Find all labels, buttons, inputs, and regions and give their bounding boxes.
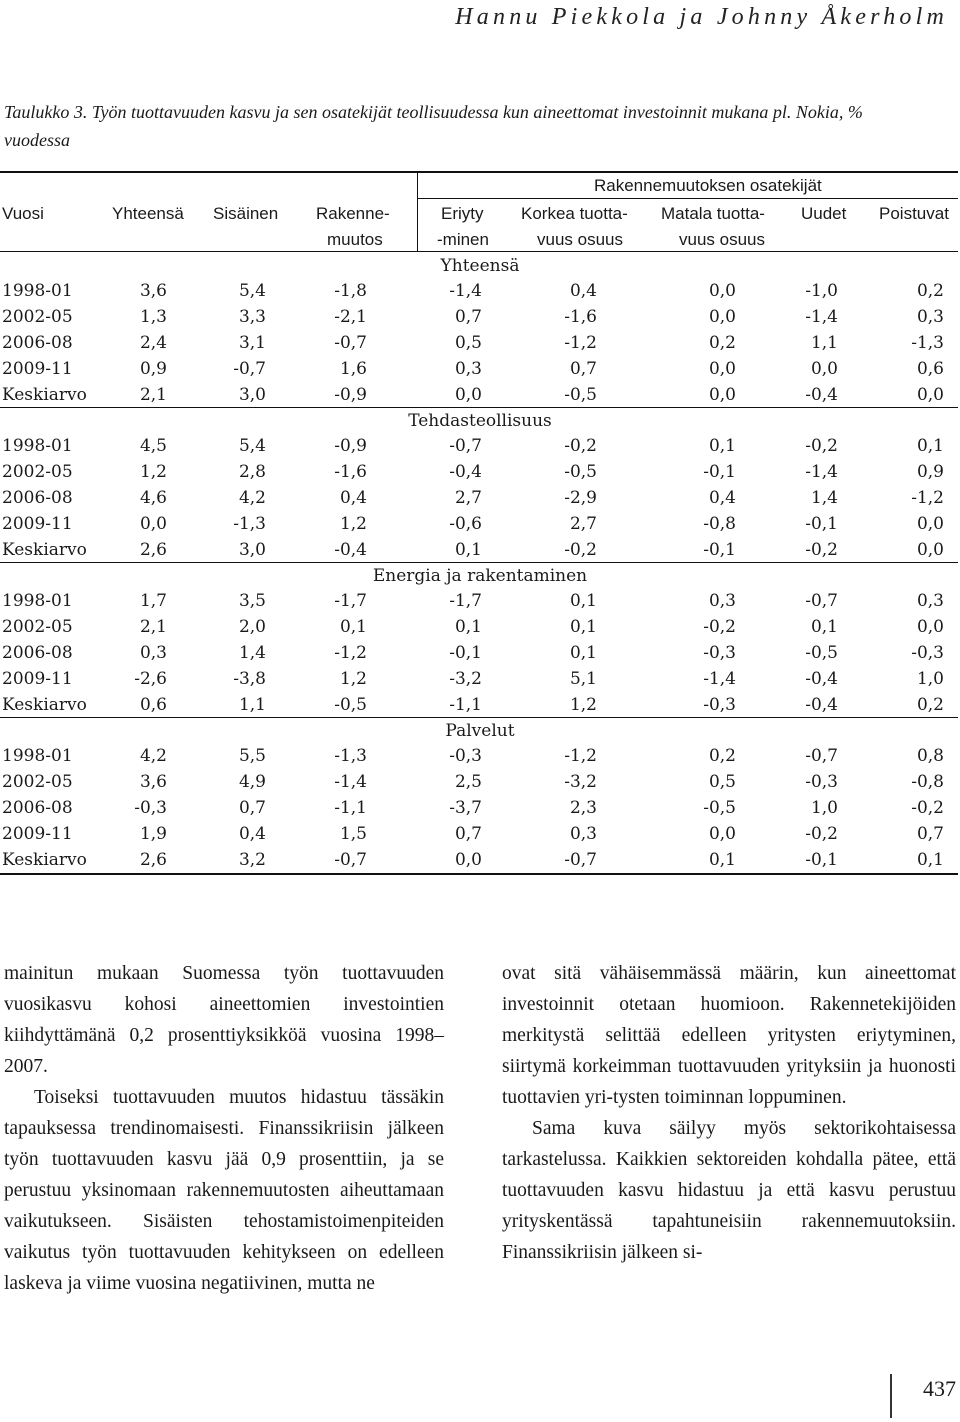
col-header-rakenne-2: muutos xyxy=(327,230,383,249)
table-cell: -1,4 xyxy=(449,281,482,301)
col-header-vuosi: Vuosi xyxy=(2,204,44,223)
table-cell: 0,0 xyxy=(454,850,482,870)
table-row xyxy=(0,278,960,304)
table-cell: -1,0 xyxy=(805,281,838,301)
table-cell: 0,1 xyxy=(569,643,597,663)
table-cell: 4,6 xyxy=(139,488,167,508)
table-cell: 0,0 xyxy=(916,385,944,405)
table-cell: -0,5 xyxy=(334,695,367,715)
table-cell: 2,6 xyxy=(139,540,167,560)
table-cell: -0,9 xyxy=(334,385,367,405)
table-cell: 0,0 xyxy=(454,385,482,405)
table-cell: -1,6 xyxy=(564,307,597,327)
table-cell: -0,1 xyxy=(703,540,736,560)
row-label: Keskiarvo xyxy=(2,850,87,870)
col-header-eriyty-1: Eriyty xyxy=(441,204,484,223)
row-label: 2006-08 xyxy=(2,333,73,353)
group-header-left-rule xyxy=(417,171,418,251)
section-title: Palvelut xyxy=(445,721,515,741)
row-label: Keskiarvo xyxy=(2,695,87,715)
page-number: 437 xyxy=(923,1376,956,1401)
col-header-korkea-1: Korkea tuotta- xyxy=(521,204,628,223)
table-cell: 0,0 xyxy=(139,514,167,534)
table-row xyxy=(0,485,960,511)
section-rule xyxy=(0,407,958,408)
table-cell: 1,1 xyxy=(238,695,266,715)
table-cell: 4,2 xyxy=(238,488,266,508)
table-cell: -0,5 xyxy=(703,798,736,818)
table-cell: 3,2 xyxy=(238,850,266,870)
table-cell: -0,1 xyxy=(805,514,838,534)
table-row xyxy=(0,356,960,382)
table-cell: -3,8 xyxy=(233,669,266,689)
table-cell: 2,7 xyxy=(454,488,482,508)
table-cell: -0,7 xyxy=(564,850,597,870)
row-label: 2002-05 xyxy=(2,307,73,327)
table-cell: -0,3 xyxy=(703,695,736,715)
table-cell: -0,3 xyxy=(703,643,736,663)
table-cell: -3,2 xyxy=(449,669,482,689)
table-cell: 2,0 xyxy=(238,617,266,637)
table-cell: 1,5 xyxy=(339,824,367,844)
table-row xyxy=(0,692,960,718)
table-cell: -0,2 xyxy=(911,798,944,818)
table-cell: -0,9 xyxy=(334,436,367,456)
table-row xyxy=(0,511,960,537)
table-cell: -0,5 xyxy=(805,643,838,663)
row-label: 1998-01 xyxy=(2,281,73,301)
table-cell: 0,1 xyxy=(810,617,838,637)
table-cell: 0,9 xyxy=(916,462,944,482)
table-cell: 2,1 xyxy=(139,385,167,405)
table-cell: 1,3 xyxy=(139,307,167,327)
row-label: Keskiarvo xyxy=(2,540,87,560)
table-row xyxy=(0,382,960,408)
table-cell: -2,1 xyxy=(334,307,367,327)
table-cell: -1,3 xyxy=(233,514,266,534)
col-header-matala-1: Matala tuotta- xyxy=(661,204,765,223)
table-cell: -1,8 xyxy=(334,281,367,301)
table-cell: 0,3 xyxy=(569,824,597,844)
section-title: Yhteensä xyxy=(440,256,520,276)
table-cell: 1,7 xyxy=(139,591,167,611)
table-cell: -1,3 xyxy=(334,746,367,766)
row-label: 2002-05 xyxy=(2,462,73,482)
table-cell: 0,7 xyxy=(238,798,266,818)
section-title: Energia ja rakentaminen xyxy=(372,566,588,586)
table-cell: 1,6 xyxy=(339,359,367,379)
running-header-author: Hannu Piekkola ja Johnny Åkerholm xyxy=(455,4,948,30)
table-cell: 5,4 xyxy=(238,436,266,456)
table-row xyxy=(0,743,960,769)
table-row xyxy=(0,330,960,356)
table-cell: 0,0 xyxy=(916,617,944,637)
table-row xyxy=(0,304,960,330)
table-cell: 2,6 xyxy=(139,850,167,870)
table-cell: 1,9 xyxy=(139,824,167,844)
table-cell: -0,7 xyxy=(233,359,266,379)
col-header-rakenne-1: Rakenne- xyxy=(316,204,390,223)
table-cell: -0,4 xyxy=(449,462,482,482)
table-cell: -1,7 xyxy=(449,591,482,611)
table-cell: 5,1 xyxy=(569,669,597,689)
table-cell: 2,3 xyxy=(569,798,597,818)
table-cell: 4,5 xyxy=(139,436,167,456)
table-cell: -0,1 xyxy=(703,462,736,482)
table-cell: -1,6 xyxy=(334,462,367,482)
table-cell: -1,2 xyxy=(564,333,597,353)
table-row xyxy=(0,640,960,666)
table-cell: -0,3 xyxy=(911,643,944,663)
table-cell: -2,9 xyxy=(564,488,597,508)
row-label: 2006-08 xyxy=(2,643,73,663)
table-cell: -1,4 xyxy=(805,307,838,327)
table-cell: -1,4 xyxy=(334,772,367,792)
table-cell: 0,6 xyxy=(916,359,944,379)
table-cell: 0,0 xyxy=(708,307,736,327)
table-row xyxy=(0,795,960,821)
table-cell: -1,4 xyxy=(703,669,736,689)
table-cell: 0,1 xyxy=(454,540,482,560)
table-cell: 0,7 xyxy=(454,824,482,844)
table-cell: -0,4 xyxy=(805,385,838,405)
table-cell: 0,3 xyxy=(708,591,736,611)
table-row xyxy=(0,821,960,847)
col-header-uudet: Uudet xyxy=(801,204,847,223)
table-cell: 0,2 xyxy=(916,695,944,715)
table-cell: 0,1 xyxy=(454,617,482,637)
table-cell: 1,2 xyxy=(139,462,167,482)
table-cell: 4,2 xyxy=(139,746,167,766)
table-cell: -0,2 xyxy=(805,824,838,844)
table-cell: 2,5 xyxy=(454,772,482,792)
table-cell: 0,3 xyxy=(916,307,944,327)
row-label: 2009-11 xyxy=(2,514,73,534)
section-title: Tehdasteollisuus xyxy=(408,411,552,431)
table-cell: 3,5 xyxy=(238,591,266,611)
row-label: 2009-11 xyxy=(2,359,73,379)
table-cell: 1,4 xyxy=(810,488,838,508)
table-cell: -0,5 xyxy=(564,385,597,405)
table-cell: 0,1 xyxy=(916,850,944,870)
section-rule xyxy=(0,717,958,718)
table-cell: 1,0 xyxy=(916,669,944,689)
col-header-korkea-2: vuus osuus xyxy=(537,230,623,249)
table-cell: 3,1 xyxy=(238,333,266,353)
table-cell: 5,5 xyxy=(238,746,266,766)
row-label: 2006-08 xyxy=(2,798,73,818)
table-cell: 0,0 xyxy=(708,281,736,301)
table-row xyxy=(0,847,960,873)
table-cell: 0,4 xyxy=(238,824,266,844)
table-cell: -1,2 xyxy=(334,643,367,663)
header-bottom-rule xyxy=(0,251,958,252)
table-cell: 0,0 xyxy=(810,359,838,379)
table-cell: 0,9 xyxy=(139,359,167,379)
table-cell: -0,2 xyxy=(564,436,597,456)
table-cell: 0,0 xyxy=(708,824,736,844)
table-cell: 0,7 xyxy=(454,307,482,327)
table-cell: 0,4 xyxy=(708,488,736,508)
table-cell: 1,4 xyxy=(238,643,266,663)
table-cell: 0,2 xyxy=(708,333,736,353)
table-cell: 0,4 xyxy=(569,281,597,301)
col-header-poistuvat: Poistuvat xyxy=(879,204,949,223)
table-cell: -0,4 xyxy=(805,695,838,715)
table-caption: Taulukko 3. Työn tuottavuuden kasvu ja sen osatekijät teollisuudessa kun aineettomat investoinnit mukana pl. Nokia, % vuodessa xyxy=(4,102,863,150)
table-cell: -0,2 xyxy=(805,540,838,560)
col-header-sisainen: Sisäinen xyxy=(213,204,279,223)
table-cell: 0,3 xyxy=(916,591,944,611)
table-cell: 1,2 xyxy=(569,695,597,715)
table-cell: 2,7 xyxy=(569,514,597,534)
table-cell: 2,4 xyxy=(139,333,167,353)
table-cell: 0,1 xyxy=(916,436,944,456)
table-cell: 0,8 xyxy=(916,746,944,766)
row-label: Keskiarvo xyxy=(2,385,87,405)
body-paragraph: ovat sitä vähäisemmässä määrin, kun aineettomat investoinnit otetaan huomioon. Rakennetekijöiden merkitystä selittää edelleen yritysten eriytyminen, siirtymä korkeimman tuottavuuden yrityksiin ja huonosti tuottavien yri-tysten toiminnan loppuminen. xyxy=(502,963,956,1108)
table-cell: 3,3 xyxy=(238,307,266,327)
table-cell: 3,0 xyxy=(238,540,266,560)
table-cell: -1,2 xyxy=(564,746,597,766)
row-label: 2009-11 xyxy=(2,824,73,844)
table-cell: -0,3 xyxy=(134,798,167,818)
page-number-divider xyxy=(890,1374,892,1418)
group-header: Rakennemuutoksen osatekijät xyxy=(594,176,822,195)
table-cell: -0,8 xyxy=(911,772,944,792)
table-cell: -0,2 xyxy=(805,436,838,456)
table-cell: 0,7 xyxy=(569,359,597,379)
table-cell: -0,7 xyxy=(805,746,838,766)
table-cell: -0,4 xyxy=(805,669,838,689)
table-cell: 0,0 xyxy=(916,514,944,534)
table-cell: 0,2 xyxy=(916,281,944,301)
table-cell: -1,1 xyxy=(334,798,367,818)
table-cell: -0,2 xyxy=(703,617,736,637)
body-paragraph: mainitun mukaan Suomessa työn tuottavuuden vuosikasvu kohosi aineettomien investointien kiihdyttämänä 0,2 prosenttiyksikköä vuosina 1998–2007. xyxy=(4,963,444,1077)
table-cell: 1,1 xyxy=(810,333,838,353)
group-header-rule xyxy=(418,198,958,199)
col-header-matala-2: vuus osuus xyxy=(679,230,765,249)
table-cell: -0,1 xyxy=(449,643,482,663)
table-cell: -3,2 xyxy=(564,772,597,792)
table-cell: -1,7 xyxy=(334,591,367,611)
row-label: 2009-11 xyxy=(2,669,73,689)
table-cell: -1,1 xyxy=(449,695,482,715)
table-row xyxy=(0,459,960,485)
table-cell: -2,6 xyxy=(134,669,167,689)
row-label: 2002-05 xyxy=(2,617,73,637)
table-cell: 0,4 xyxy=(339,488,367,508)
table-cell: 0,2 xyxy=(708,746,736,766)
table-cell: -1,2 xyxy=(911,488,944,508)
table-cell: 0,1 xyxy=(708,850,736,870)
table-cell: 1,2 xyxy=(339,669,367,689)
table-cell: -0,2 xyxy=(564,540,597,560)
table-cell: 0,1 xyxy=(569,617,597,637)
table-cell: 0,0 xyxy=(916,540,944,560)
table-cell: 3,0 xyxy=(238,385,266,405)
table-cell: -0,6 xyxy=(449,514,482,534)
table-cell: -0,4 xyxy=(334,540,367,560)
table-cell: 4,9 xyxy=(238,772,266,792)
body-paragraph: Toiseksi tuottavuuden muutos hidastuu tässäkin tapauksessa trendinomaisesti. Finanssikriisin jälkeen työn tuottavuuden kasvu jää 0,9 prosenttiin, ja se perustuu yksinomaan rakennemuutosten aiheuttamaan vaikutukseen. Sisäisten tehostamistoimenpiteiden vaikutus työn tuottavuuden kehitykseen on edelleen laskeva ja viime vuosina negatiivinen, mutta ne xyxy=(4,1087,444,1294)
table-cell: 0,6 xyxy=(139,695,167,715)
table-cell: 3,6 xyxy=(139,281,167,301)
table-row xyxy=(0,433,960,459)
row-label: 1998-01 xyxy=(2,746,73,766)
row-label: 2006-08 xyxy=(2,488,73,508)
table-cell: -0,8 xyxy=(703,514,736,534)
table-cell: 0,0 xyxy=(708,359,736,379)
col-header-yhteensa: Yhteensä xyxy=(112,204,184,223)
table-bottom-rule xyxy=(0,873,958,875)
col-header-eriyty-2: -minen xyxy=(437,230,489,249)
body-column-right xyxy=(502,958,956,1268)
body-paragraph: Sama kuva säilyy myös sektorikohtaisessa tarkastelussa. Kaikkien sektoreiden kohdalla pätee, että tuottavuuden kasvu hidastuu ja että kasvu perustuu yrityskentässä tapahtuneisiin rakennemuutoksiin. Finanssikriisin jälkeen si- xyxy=(502,1118,956,1263)
table-cell: 1,2 xyxy=(339,514,367,534)
table-cell: -0,7 xyxy=(449,436,482,456)
table-row xyxy=(0,537,960,563)
table-cell: -0,7 xyxy=(334,850,367,870)
table-cell: 2,8 xyxy=(238,462,266,482)
table-cell: 0,3 xyxy=(139,643,167,663)
section-rule xyxy=(0,562,958,563)
table-cell: 5,4 xyxy=(238,281,266,301)
table-cell: 0,3 xyxy=(454,359,482,379)
table-cell: -0,7 xyxy=(805,591,838,611)
table-cell: 0,5 xyxy=(708,772,736,792)
table-cell: 0,1 xyxy=(708,436,736,456)
table-cell: 2,1 xyxy=(139,617,167,637)
table-cell: -1,4 xyxy=(805,462,838,482)
table-cell: -0,3 xyxy=(805,772,838,792)
table-cell: -0,3 xyxy=(449,746,482,766)
table-cell: -0,7 xyxy=(334,333,367,353)
table-cell: -0,5 xyxy=(564,462,597,482)
table-top-rule xyxy=(0,171,958,173)
row-label: 2002-05 xyxy=(2,772,73,792)
table-cell: 0,1 xyxy=(339,617,367,637)
table-cell: 0,0 xyxy=(708,385,736,405)
table-cell: 3,6 xyxy=(139,772,167,792)
table-row xyxy=(0,614,960,640)
table-cell: 1,0 xyxy=(810,798,838,818)
table-cell: -1,3 xyxy=(911,333,944,353)
body-column-left xyxy=(4,958,444,1299)
table-row xyxy=(0,588,960,614)
row-label: 1998-01 xyxy=(2,591,73,611)
table-row xyxy=(0,666,960,692)
table-cell: -0,1 xyxy=(805,850,838,870)
table-cell: 0,5 xyxy=(454,333,482,353)
table-cell: -3,7 xyxy=(449,798,482,818)
table-cell: 0,7 xyxy=(916,824,944,844)
table-cell: 0,1 xyxy=(569,591,597,611)
table-row xyxy=(0,769,960,795)
row-label: 1998-01 xyxy=(2,436,73,456)
